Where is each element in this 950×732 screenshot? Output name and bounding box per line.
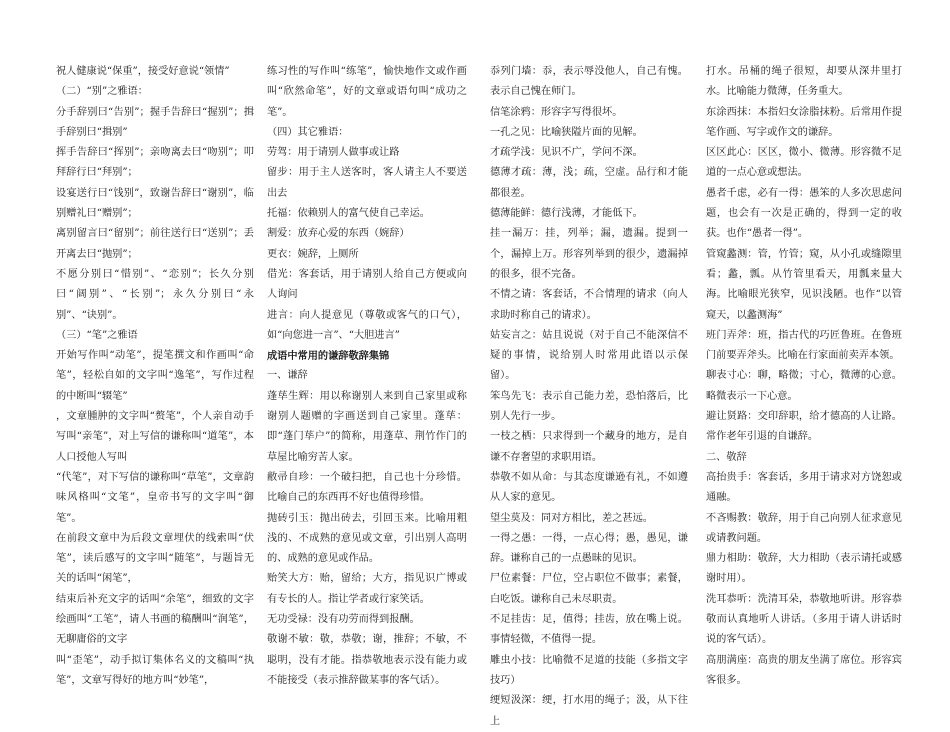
text-column-3	[490, 62, 688, 732]
paragraph: 忝列门墙：忝，表示辱没他人，自己有愧。表示自己愧在师门。	[490, 66, 688, 98]
paragraph: 敝帚自珍：一个破扫把，自己也十分珍惜。比喻自己的东西再不好也值得珍惜。	[267, 471, 467, 504]
paragraph: 设宴送行曰“饯别”，致谢告辞曰“谢别”，临别赠礼曰“赠别”；	[56, 187, 254, 220]
paragraph: 信笔涂鸦：形容字写得很坏。	[490, 106, 623, 118]
paragraph: 德薄能鲜：德行浅薄，才能低下。	[490, 208, 643, 220]
paragraph: 打水。吊桶的绳子很短，却要从深井里打水。比喻能力微薄，任务重大。	[706, 66, 902, 98]
paragraph: 鼎力相助：敬辞，大力相助（表示请托或感谢时用）。	[706, 553, 902, 585]
paragraph: 敬谢不敏：敬，恭敬；谢，推辞；不敏，不聪明，没有才能。指恭敬地表示没有能力或不能接受（表示推辞做某事的客气话）。	[267, 634, 467, 686]
paragraph: （二）“别”之雅语：	[56, 86, 148, 98]
paragraph: 分手辞别曰“告别”；握手告辞曰“握别”；揖手辞别曰“揖别”	[56, 106, 254, 138]
paragraph: 开始写作叫“动笔”，提笔撰文和作画叫“命笔”，轻松自如的文字叫“逸笔”，写作过程的中断叫“辍笔”	[56, 350, 254, 402]
paragraph: 抛砖引玉：抛出砖去，引回玉来。比喻用粗浅的、不成熟的意见或文章，引出别人高明的、成熟的意见或作品。	[267, 512, 467, 565]
paragraph: 挂一漏万：挂，列举；漏，遗漏。提到一个，漏掉上万。形容列举到的很少，遗漏掉的很多，很不完备。	[490, 228, 688, 280]
paragraph: 不吝赐教：敬辞，用于自己向别人征求意见或请教问题。	[706, 512, 902, 544]
paragraph: 不愿分别曰“惜别”、“恋别”；长久分别曰“阔别”、“长别”；永久分别曰“永别”、“诀别”。	[56, 268, 254, 321]
paragraph: 区区此心：区区，微小、微薄。形容微不足道的一点心意或想法。	[706, 147, 902, 179]
section-heading: 成语中常用的谦辞敬辞集锦	[267, 350, 390, 363]
paragraph: 不情之请：客套话，不合情理的请求（向人求助时称自己的请求）。	[490, 289, 688, 321]
paragraph: 聊表寸心：聊，略微；寸心，微薄的心意。略微表示一下心意。	[706, 370, 902, 402]
paragraph: 德薄才疏：薄，浅；疏，空虚。品行和才能都很差。	[490, 167, 688, 199]
text-column-1	[56, 62, 254, 691]
paragraph: 留步：用于主人送客时，客人请主人不要送出去	[267, 167, 467, 199]
paragraph: 一、谦辞	[267, 370, 308, 382]
paragraph: 一枝之栖：只求得到一个藏身的地方，是自谦不存奢望的求职用语。	[490, 431, 688, 463]
paragraph: 离别留言曰“留别”；前往送行曰“送别”；丢开离去曰“抛别”；	[56, 228, 254, 260]
paragraph: 恭敬不如从命：与其态度谦逊有礼，不如遵从人家的意见。	[490, 471, 688, 504]
paragraph: 进言：向人提意见（尊敬或客气的口气），如“向您进一言”、“大胆进言”	[267, 309, 467, 341]
paragraph: 不足挂齿：足，值得；挂齿，放在嘴上说。事情轻微，不值得一提。	[490, 614, 688, 646]
paragraph: 愚者千虑，必有一得：愚笨的人多次思虑问题，也会有一次是正确的，得到一定的收获。也作“愚者一得”。	[706, 187, 902, 240]
paragraph: 祝人健康说“保重”，接受好意说“领情”	[56, 66, 230, 77]
paragraph: 贻笑大方：贻，留给；大方，指见识广博或有专长的人。指让学者或行家笑话。	[267, 573, 467, 605]
paragraph: 班门弄斧：班，指古代的巧匠鲁班。在鲁班门前要弄斧头。比喻在行家面前卖弄本领。	[706, 329, 902, 362]
paragraph: 雕虫小技：比喻微不足道的技能（多指文字技巧）	[490, 654, 688, 686]
paragraph: ，文章腫肿的文字叫“赘笔”，个人亲自动手写叫“亲笔”，对上写信的谦称叫“道笔”，本人口授他人写叫	[56, 411, 254, 463]
paragraph: 托福：依赖别人的富气使自己幸运。	[267, 208, 430, 220]
paragraph: 高朋满座：高贵的朋友坐满了席位。形容宾客很多。	[706, 654, 902, 686]
text-column-4	[706, 62, 902, 691]
paragraph: （三）“笔”之雅语	[56, 329, 138, 341]
paragraph: 一孔之见：比喻狭隘片面的见解。	[490, 126, 643, 138]
paragraph: 望尘莫及：同对方相比，差之甚远。	[490, 512, 653, 524]
paragraph: 挥手告辞曰“挥别”；亲吻离去曰“吻别”；叩拜辞行曰“拜别”；	[56, 147, 254, 179]
paragraph: 东涂西抹：本指妇女涂脂抹粉。后常用作提笔作画、写字或作文的谦辞。	[706, 106, 902, 138]
paragraph: 割爱：放弃心爱的东西（婉辞）	[267, 228, 410, 240]
paragraph: 绠短汲深：绠，打水用的绳子；汲，从下往上	[490, 695, 688, 727]
paragraph: 蓬荜生辉：用以称谢别人来到自己家里或称谢别人题赠的字画送到自己家里。蓬荜：即“蓬门荜户”的简称，用蓬草、荆竹作门的草屋比喻穷苦人家。	[267, 390, 467, 463]
paragraph: 练习性的写作叫“练笔”，愉快地作文或作画叫“欣然命笔”，好的文章或语句叫“成功之笔”。	[267, 66, 467, 118]
paragraph: （四）其它雅语：	[267, 126, 349, 138]
paragraph: 笨鸟先飞：表示自己能力差，恐怕落后，比别人先行一步。	[490, 390, 688, 423]
paragraph: 高抬贵手：客套话，多用于请求对方饶恕或通融。	[706, 471, 902, 504]
paragraph: “代笔”，对下写信的谦称叫“草笔”，文章韵味风格叫“文笔”，皇帝书写的文字叫“御笔”。	[56, 471, 254, 524]
text-column-2	[267, 62, 467, 691]
paragraph: 才疏学浅：见识不广，学问不深。	[490, 147, 643, 159]
paragraph: 更衣：婉辞，上厕所	[267, 248, 359, 260]
paragraph: 管窥蠡测：管，竹管；窥，从小孔或缝隙里看；蠡，瓢。从竹管里看天，用瓢来量大海。比喻眼光狭窄，见识浅陋。也作“以管窥天，以蠡测海”	[706, 248, 902, 321]
paragraph: 姑妄言之：姑且说说（对于自己不能深信不疑的事情，说给别人时常用此语以示保留）。	[490, 329, 688, 382]
paragraph: 洗耳恭听：洗清耳朵，恭敬地听讲。形容恭敬而认真地听人讲话。（多用于请人讲话时说的客气话）。	[706, 593, 902, 646]
paragraph: 二、敬辞	[706, 451, 747, 463]
paragraph: 无功受禄：没有功劳而得到报酬。	[267, 614, 420, 626]
paragraph: 叫“歪笔”，动手拟订集体名义的文稿叫“执笔”，文章写得好的地方叫“妙笔”，	[56, 654, 254, 686]
paragraph: 避让贤路：交印辞职，给才德高的人让路。常作老年引退的自谦辞。	[706, 411, 902, 443]
paragraph: 借光：客套话，用于请别人给自己方便或向人询问	[267, 268, 467, 301]
paragraph: 一得之愚：一得，一点心得；愚，愚见，谦辞。谦称自己的一点愚昧的见识。	[490, 532, 688, 565]
paragraph: 在前段文章中为后段文章埋伏的线索叫“伏笔”，读后感写的文字叫“随笔”，与题旨无关的话叫“闲笔”，	[56, 532, 254, 585]
paragraph: 劳驾：用于请别人做事或让路	[267, 147, 400, 159]
paragraph: 尸位素餐：尸位，空占职位不做事；素餐，白吃饭。谦称自己未尽职责。	[490, 573, 688, 605]
paragraph: 结束后补充文字的话叫“余笔”，细致的文字绘画叫“工笔”，请人书画的稿酬叫“润笔”，无聊庸俗的文字	[56, 593, 254, 646]
